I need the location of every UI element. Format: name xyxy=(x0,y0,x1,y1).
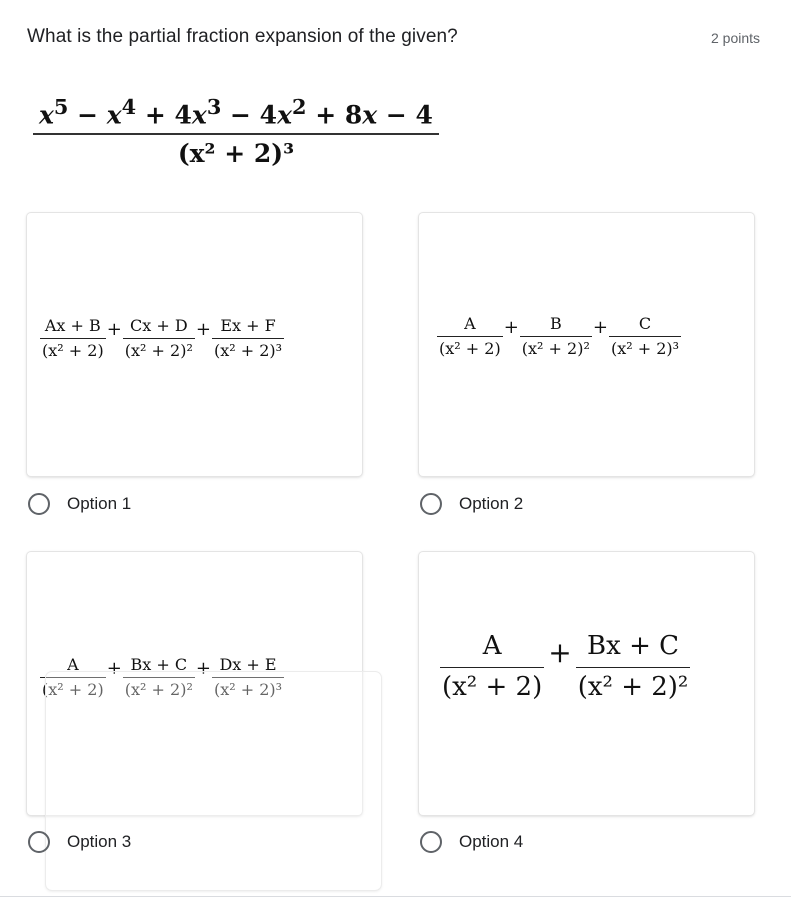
main-fraction xyxy=(33,94,439,168)
radio-button[interactable] xyxy=(28,831,50,853)
radio-button[interactable] xyxy=(420,493,442,515)
option-2-radio-row[interactable] xyxy=(420,493,523,515)
option-2-term-3: $\frac{C}{\text{(x² + 2)³}}$ xyxy=(610,314,680,358)
option-1-expression: $\frac{Ax + B}{\text{(x² + 2)}}$ + $\frac{Cx + D}{\text{(x² + 2)²}}$ + $\frac{Ex + F}{\text{(x² + 2)³}}$ xyxy=(42,316,283,360)
option-1-term-3: $\frac{Ex + F}{\text{(x² + 2)³}}$ xyxy=(213,316,283,360)
option-2-term-2: $\frac{B}{\text{(x² + 2)²}}$ xyxy=(521,314,590,358)
option-4-term-2: $\frac{Bx + C}{\text{(x² + 2)²}}$ xyxy=(577,631,689,702)
divider xyxy=(0,896,791,897)
option-3-term-3: $\frac{Dx + E}{\text{(x² + 2)³}}$ xyxy=(213,655,283,699)
question-title: What is the partial fraction expansion of the given? xyxy=(27,26,458,47)
radio-button[interactable] xyxy=(420,831,442,853)
points-label: 2 points xyxy=(711,30,761,46)
option-3-radio-row[interactable] xyxy=(28,831,131,853)
option-1-term-1: $\frac{Ax + B}{\text{(x² + 2)}}$ xyxy=(42,316,104,360)
radio-button[interactable] xyxy=(28,493,50,515)
option-3-expression: $\frac{A}{\text{(x² + 2)}}$ + $\frac{Bx + C}{\text{(x² + 2)²}}$ + $\frac{Dx + E}{\text{(x² + 2)³}}$ xyxy=(42,655,283,699)
option-3-label: Option 3 xyxy=(67,832,132,851)
option-3-term-2: $\frac{Bx + C}{\text{(x² + 2)²}}$ xyxy=(124,655,193,699)
option-4-radio-row[interactable] xyxy=(420,831,523,853)
option-1-term-2: $\frac{Cx + D}{\text{(x² + 2)²}}$ xyxy=(124,316,193,360)
option-4-term-1: $\frac{A}{\text{(x² + 2)}}$ xyxy=(442,631,543,702)
question-expression xyxy=(33,94,439,168)
main-denominator: (x² + 2)³ xyxy=(177,138,295,168)
option-1-radio-row[interactable] xyxy=(28,493,131,515)
option-2-label: Option 2 xyxy=(459,494,524,513)
option-2-expression: $\frac{A}{\text{(x² + 2)}}$ + $\frac{B}{\text{(x² + 2)²}}$ + $\frac{C}{\text{(x² + 2)³}}$ xyxy=(439,314,680,358)
option-4-expression: $\frac{A}{\text{(x² + 2)}}$ + $\frac{Bx + C}{\text{(x² + 2)²}}$ xyxy=(442,631,689,702)
option-4-label: Option 4 xyxy=(459,832,524,851)
option-1-label: Option 1 xyxy=(67,494,132,513)
main-numerator: $x^5 - x^4 + 4x^3 - 4x^2 + 8x - 4$ xyxy=(39,94,433,130)
option-2-term-1: $\frac{A}{\text{(x² + 2)}}$ xyxy=(439,314,501,358)
option-3-term-1: $\frac{A}{\text{(x² + 2)}}$ xyxy=(42,655,104,699)
